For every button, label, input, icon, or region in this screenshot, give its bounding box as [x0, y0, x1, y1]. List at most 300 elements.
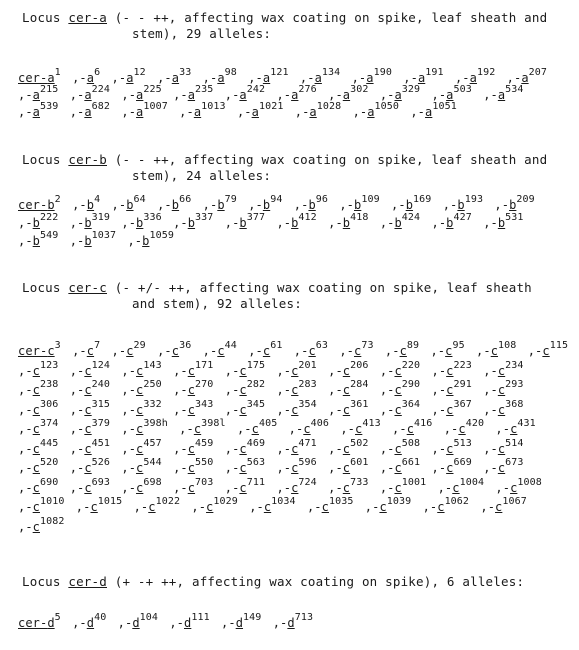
allele-number: 508	[401, 437, 421, 449]
allele-number: 431	[517, 418, 536, 429]
allele-letter: c	[446, 363, 454, 378]
allele-letter: c	[497, 363, 506, 378]
allele-number: 1034	[271, 496, 296, 507]
allele-letter: c	[84, 461, 92, 475]
allele-prefix: ,-	[224, 88, 240, 102]
allele-number: 124	[91, 359, 111, 371]
allele-letter: a	[136, 88, 144, 102]
allele-letter: c	[239, 461, 247, 475]
allele-prefix: ,-	[69, 105, 85, 119]
allele-number: 190	[373, 67, 392, 78]
allele-prefix: ,-	[276, 363, 292, 378]
allele-prefix: ,-	[173, 441, 188, 456]
allele-number: 4	[94, 194, 101, 205]
allele-prefix: ,-	[121, 383, 137, 397]
allele-b-23	[127, 232, 173, 250]
allele-c-11	[528, 342, 568, 362]
allele-prefix: ,-	[328, 383, 343, 397]
allele-letter: c	[446, 441, 454, 456]
allele-prefix: ,-	[437, 480, 453, 495]
allele-prefix: ,-	[173, 216, 188, 230]
allele-prefix: ,-	[202, 344, 218, 358]
allele-prefix: ,-	[379, 216, 395, 230]
allele-prefix: ,-	[430, 344, 446, 358]
allele-prefix: ,-	[379, 88, 395, 102]
allele-letter: c	[126, 344, 134, 358]
allele-number: 329	[401, 84, 421, 95]
allele-letter: b	[509, 198, 517, 212]
allele-letter: a	[291, 88, 299, 102]
allele-prefix: ,-	[276, 461, 292, 475]
allele-number: 1015	[97, 496, 123, 507]
allele-prefix: ,-	[69, 234, 85, 248]
allele-letter: b	[84, 216, 92, 230]
allele-letter: c	[355, 422, 363, 436]
allele-letter: c	[239, 402, 247, 417]
allele-number: 7	[94, 340, 101, 351]
allele-c-83	[76, 498, 122, 518]
allele-prefix: ,-	[294, 105, 310, 119]
locus-d-description: (+ -+ ++, affecting wax coating on spike), 6 alleles:	[107, 574, 525, 589]
allele-letter: c	[394, 402, 402, 417]
locus-b-title-prefix: Locus	[22, 152, 69, 167]
locus-b-allele-list	[18, 196, 573, 250]
allele-letter: c	[217, 344, 225, 358]
allele-letter: a	[193, 105, 202, 119]
allele-letter: c	[446, 461, 454, 475]
allele-number: 1021	[258, 101, 284, 112]
allele-letter: c	[32, 402, 40, 417]
allele-number: 413	[362, 418, 381, 429]
allele-prefix: ,-	[288, 422, 304, 436]
allele-prefix: ,-	[121, 216, 137, 230]
allele-prefix: ,-	[454, 71, 470, 85]
allele-c-90	[480, 498, 526, 518]
allele-letter: a	[469, 71, 477, 85]
allele-number: 222	[39, 212, 59, 223]
allele-number: 6	[94, 67, 101, 78]
allele-number: 406	[310, 418, 330, 429]
allele-a-21	[18, 101, 59, 121]
allele-letter: a	[171, 71, 180, 85]
allele-letter: c	[308, 344, 316, 358]
allele-number: 377	[246, 212, 266, 223]
allele-letter: b	[262, 198, 271, 212]
allele-letter: c	[354, 344, 362, 358]
allele-letter: c	[497, 383, 506, 397]
allele-number: 225	[143, 84, 162, 95]
allele-number: 445	[39, 437, 59, 449]
allele-number: 1028	[316, 101, 342, 112]
allele-number: 1035	[328, 496, 354, 507]
allele-letter: c	[342, 461, 351, 475]
allele-number: 520	[39, 457, 59, 468]
allele-prefix: ,-	[121, 363, 137, 378]
allele-letter: c	[171, 344, 180, 358]
allele-prefix: ,-	[431, 363, 447, 378]
allele-letter: a	[521, 71, 529, 85]
allele-letter: c	[437, 500, 445, 514]
allele-prefix: ,-	[328, 441, 343, 456]
allele-a-20	[483, 84, 524, 104]
allele-letter: c	[193, 422, 202, 436]
allele-number: 550	[195, 457, 214, 468]
allele-c-86	[249, 498, 295, 518]
allele-letter: c	[32, 500, 40, 514]
allele-letter: c	[510, 422, 518, 436]
allele-prefix: ,-	[483, 402, 498, 417]
allele-prefix: ,-	[221, 616, 236, 630]
allele-d-4	[221, 614, 261, 632]
allele-letter: c	[239, 383, 247, 397]
allele-prefix: ,-	[328, 461, 343, 475]
allele-number: 98	[224, 67, 237, 78]
allele-letter: c	[187, 383, 196, 397]
allele-prefix: ,-	[173, 88, 188, 102]
allele-number: 108	[498, 340, 517, 351]
allele-b-22	[70, 232, 116, 250]
allele-prefix: ,-	[483, 363, 498, 378]
allele-prefix: ,-	[480, 500, 496, 514]
allele-c-87	[307, 498, 353, 518]
allele-prefix: ,-	[224, 441, 240, 456]
allele-prefix: ,-	[431, 88, 447, 102]
allele-letter: c	[342, 383, 351, 397]
allele-prefix: ,-	[69, 363, 85, 378]
allele-number: 223	[453, 359, 472, 371]
allele-number: 526	[91, 457, 111, 468]
allele-prefix: ,-	[173, 461, 188, 475]
allele-number: 471	[298, 437, 317, 449]
allele-letter: a	[262, 71, 271, 85]
allele-number: 418	[350, 212, 369, 223]
allele-prefix: ,-	[127, 234, 143, 248]
allele-number: 201	[298, 359, 317, 371]
allele-number: 563	[246, 457, 266, 468]
allele-prefix: ,-	[379, 402, 395, 417]
allele-number: 206	[350, 359, 369, 371]
allele-number: 61	[270, 340, 283, 351]
allele-b-21	[18, 232, 58, 250]
allele-prefix: ,-	[191, 500, 207, 514]
allele-number: 539	[39, 101, 59, 112]
allele-letter: c	[187, 441, 196, 456]
allele-number: 690	[39, 476, 59, 488]
allele-letter: a	[32, 88, 40, 102]
allele-letter: c	[136, 441, 144, 456]
allele-letter: c	[148, 500, 156, 514]
allele-prefix: ,-	[69, 461, 85, 475]
allele-number: 1004	[459, 476, 485, 488]
allele-letter: b	[446, 216, 454, 230]
allele-prefix: ,-	[18, 519, 33, 534]
allele-prefix: ,-	[173, 480, 188, 495]
allele-letter: c	[187, 480, 196, 495]
allele-number: 379	[91, 418, 111, 429]
allele-letter: c	[86, 344, 95, 358]
allele-letter: c	[452, 480, 460, 495]
allele-number: 64	[133, 194, 146, 205]
allele-letter: c	[394, 441, 402, 456]
allele-letter: d	[184, 616, 192, 630]
allele-prefix: ,-	[18, 441, 33, 456]
allele-letter: a	[239, 88, 247, 102]
allele-prefix: ,-	[379, 441, 395, 456]
allele-prefix: ,-	[352, 105, 368, 119]
allele-prefix: ,-	[18, 500, 33, 514]
allele-prefix: ,-	[379, 383, 395, 397]
allele-b-16	[276, 214, 316, 232]
allele-prefix: ,-	[293, 198, 309, 212]
allele-prefix: ,-	[18, 480, 33, 495]
allele-number: 191	[425, 67, 444, 78]
allele-letter: c	[84, 422, 92, 436]
allele-number: 89	[406, 340, 420, 351]
allele-letter: c	[406, 422, 415, 436]
allele-prefix: ,-	[527, 344, 543, 358]
allele-prefix: ,-	[410, 105, 426, 119]
allele-letter: b	[86, 198, 95, 212]
locus-d-allele-list	[18, 614, 573, 632]
allele-number: 121	[270, 67, 289, 78]
allele-number: 549	[39, 230, 59, 241]
allele-number: 175	[246, 359, 266, 371]
allele-prefix: ,-	[431, 402, 447, 417]
allele-prefix: ,-	[69, 441, 85, 456]
allele-letter: c	[342, 441, 351, 456]
allele-c-2	[112, 342, 146, 362]
allele-letter: a	[251, 105, 259, 119]
allele-letter: b	[142, 234, 150, 248]
allele-letter: c	[84, 441, 92, 456]
allele-letter: c	[187, 402, 196, 417]
locus-a-heading	[22, 10, 567, 42]
allele-number: 96	[315, 194, 329, 205]
allele-prefix: ,-	[443, 422, 459, 436]
allele-number: 73	[361, 340, 374, 351]
allele-letter: b	[217, 198, 225, 212]
allele-letter: c	[32, 519, 40, 534]
allele-prefix: ,-	[121, 105, 137, 119]
allele-a-26	[294, 101, 342, 121]
allele-number: 66	[179, 194, 192, 205]
allele-letter: c	[262, 344, 271, 358]
allele-number: 290	[401, 379, 421, 390]
allele-locus-prefix: cer-	[18, 71, 48, 85]
allele-prefix: ,-	[202, 71, 218, 85]
allele-number: 733	[350, 476, 369, 488]
allele-prefix: ,-	[18, 234, 33, 248]
allele-number: 44	[224, 340, 237, 351]
allele-letter: a	[342, 88, 351, 102]
allele-prefix: ,-	[18, 216, 33, 230]
allele-prefix: ,-	[121, 480, 137, 495]
allele-letter: c	[136, 422, 144, 436]
allele-prefix: ,-	[276, 402, 292, 417]
allele-prefix: ,-	[379, 363, 395, 378]
allele-letter: c	[303, 422, 311, 436]
allele-prefix: ,-	[111, 344, 127, 358]
allele-letter: c	[136, 383, 144, 397]
allele-letter: c	[136, 461, 144, 475]
allele-number: 12	[133, 67, 146, 78]
locus-a-name: cer-a	[68, 10, 107, 25]
allele-number: 1067	[502, 496, 527, 507]
allele-number: 224	[91, 84, 111, 95]
allele-letter: c	[84, 363, 92, 378]
allele-letter: c	[84, 480, 92, 495]
allele-c-88	[365, 498, 411, 518]
allele-letter: c	[32, 480, 40, 495]
locus-c-description: (- +/- ++, affecting wax coating on spike, leaf sheath	[107, 280, 532, 295]
allele-prefix: ,-	[224, 461, 240, 475]
allele-letter: c	[445, 344, 453, 358]
allele-letter: c	[394, 480, 402, 495]
allele-letter: c	[291, 383, 299, 397]
locus-c-allele-list	[18, 342, 573, 537]
allele-d-5	[273, 614, 313, 632]
allele-prefix: ,-	[117, 616, 133, 630]
allele-number: 192	[476, 67, 496, 78]
allele-number: 1029	[213, 496, 238, 507]
allele-prefix: ,-	[403, 71, 418, 85]
locus-c-name: cer-c	[68, 280, 107, 295]
allele-prefix: ,-	[224, 216, 240, 230]
allele-prefix: ,-	[483, 441, 498, 456]
allele-number: 235	[195, 84, 214, 95]
allele-locus-prefix: cer-	[18, 198, 48, 212]
allele-number: 502	[350, 437, 369, 449]
allele-letter: a	[309, 105, 317, 119]
allele-b-17	[328, 214, 368, 232]
allele-number: 367	[453, 398, 472, 410]
allele-prefix: ,-	[306, 500, 322, 514]
allele-prefix: ,-	[276, 383, 292, 397]
allele-a-3	[157, 67, 192, 87]
allele-number: 1022	[155, 496, 181, 507]
allele-number: 149	[243, 612, 262, 623]
allele-prefix: ,-	[224, 363, 240, 378]
allele-letter: c	[291, 461, 299, 475]
allele-number: 412	[298, 212, 317, 223]
allele-b-2	[112, 196, 146, 214]
allele-number: 398h	[143, 418, 168, 429]
allele-number: 1007	[143, 101, 168, 112]
allele-number: 1062	[444, 496, 470, 507]
allele-number: 336	[143, 212, 162, 223]
allele-number: 469	[246, 437, 266, 449]
allele-number: 503	[453, 84, 472, 95]
allele-letter: a	[187, 88, 196, 102]
allele-number: 104	[139, 612, 159, 623]
allele-letter: c	[490, 344, 499, 358]
allele-number: 302	[350, 84, 369, 95]
allele-letter: c	[510, 480, 518, 495]
allele-number: 1013	[201, 101, 226, 112]
allele-letter: c	[399, 344, 407, 358]
allele-prefix: ,-	[179, 422, 194, 436]
allele-prefix: ,-	[18, 105, 33, 119]
allele-prefix: ,-	[121, 441, 137, 456]
locus-d-heading	[22, 574, 567, 590]
allele-number: 420	[465, 418, 485, 429]
locus-c-description-cont: and stem), 92 alleles:	[132, 296, 302, 311]
allele-b-20	[483, 214, 523, 232]
allele-letter: c	[32, 441, 40, 456]
allele-number: 276	[298, 84, 317, 95]
allele-letter: c	[84, 383, 92, 397]
allele-prefix: ,-	[506, 71, 522, 85]
allele-number: 711	[246, 476, 266, 488]
allele-prefix: ,-	[328, 363, 343, 378]
locus-b-description-cont: stem), 24 alleles:	[132, 168, 272, 183]
allele-number: 368	[505, 398, 524, 410]
allele-letter: d	[86, 616, 95, 630]
locus-a-description: (- - ++, affecting wax coating on spike, leaf sheath and	[107, 10, 548, 25]
allele-letter: b	[342, 216, 351, 230]
allele-number: 661	[401, 457, 421, 468]
allele-number: 1082	[39, 515, 65, 527]
allele-number: 220	[401, 359, 421, 371]
allele-prefix: ,-	[72, 616, 87, 630]
allele-a-2	[111, 67, 146, 87]
allele-letter: a	[425, 105, 433, 119]
allele-prefix: ,-	[157, 344, 172, 358]
allele-number: 109	[361, 194, 380, 205]
allele-number: 209	[516, 194, 535, 205]
locus-c-heading	[22, 280, 567, 312]
allele-letter: a	[497, 88, 506, 102]
allele-prefix: ,-	[18, 363, 33, 378]
allele-b-14	[173, 214, 213, 232]
allele-number: 111	[191, 612, 210, 623]
allele-letter: c	[84, 402, 92, 417]
allele-prefix: ,-	[379, 461, 395, 475]
allele-letter: a	[367, 105, 375, 119]
allele-prefix: ,-	[476, 344, 491, 358]
allele-d-3	[169, 614, 209, 632]
allele-number: 337	[195, 212, 214, 223]
allele-prefix: ,-	[169, 616, 184, 630]
locus-d-title-prefix: Locus	[22, 574, 69, 589]
allele-letter: c	[379, 500, 387, 514]
allele-number: 171	[195, 359, 214, 371]
allele-letter: a	[47, 71, 55, 85]
locus-a-allele-list	[18, 67, 573, 121]
allele-prefix: ,-	[328, 216, 343, 230]
allele-prefix: ,-	[328, 480, 343, 495]
allele-d-0	[18, 614, 61, 632]
allele-number: 242	[246, 84, 266, 95]
allele-letter: a	[84, 88, 92, 102]
allele-letter: b	[291, 216, 299, 230]
allele-prefix: ,-	[173, 402, 188, 417]
allele-prefix: ,-	[299, 71, 315, 85]
allele-prefix: ,-	[173, 363, 188, 378]
allele-letter: c	[263, 500, 272, 514]
allele-prefix: ,-	[121, 402, 137, 417]
allele-letter: c	[291, 402, 299, 417]
allele-number: 343	[195, 398, 214, 410]
allele-prefix: ,-	[276, 88, 292, 102]
allele-a-25	[236, 101, 284, 121]
allele-number: 457	[143, 437, 162, 449]
allele-letter: c	[187, 461, 196, 475]
allele-prefix: ,-	[364, 500, 380, 514]
allele-b-15	[225, 214, 265, 232]
allele-b-18	[380, 214, 420, 232]
allele-number: 601	[350, 457, 369, 468]
